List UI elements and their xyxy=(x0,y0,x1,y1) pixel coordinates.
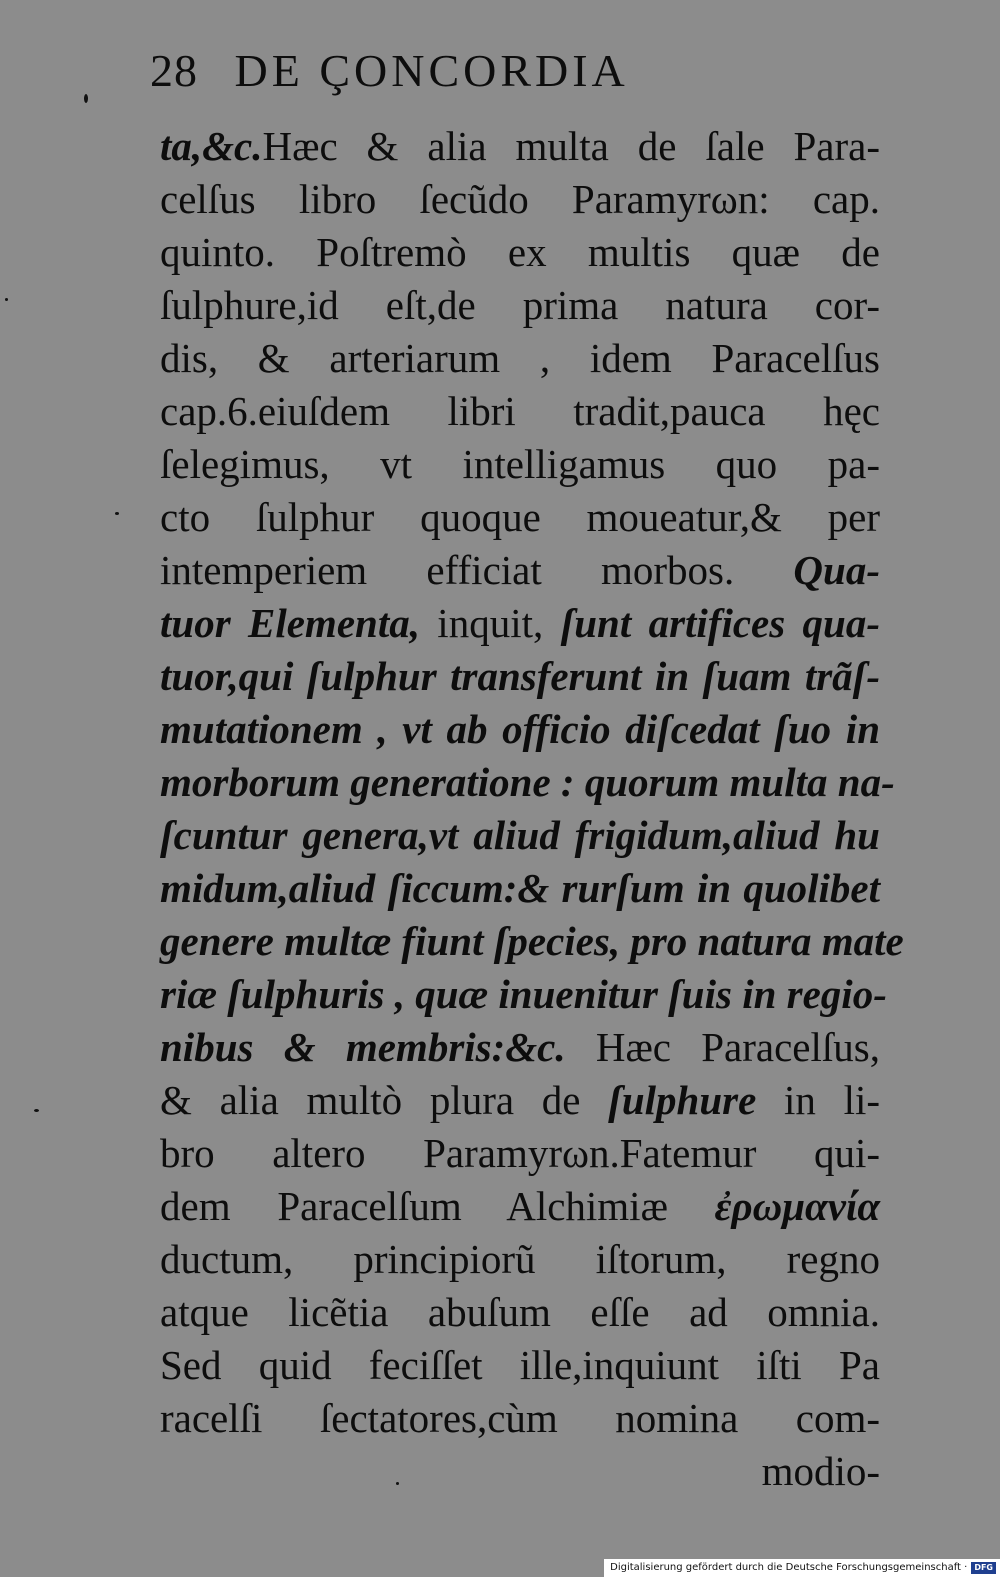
text-run: ſulphure,id eſt,de prima natura cor- xyxy=(160,282,880,328)
italic-text-run: ſunt artifices qua- xyxy=(560,600,880,646)
text-run: in li- xyxy=(756,1077,881,1123)
dfg-logo: DFG xyxy=(971,1562,996,1574)
text-run: ſelegimus, vt intelligamus quo pa- xyxy=(160,441,880,487)
text-line xyxy=(160,862,880,915)
text-line xyxy=(160,1392,880,1445)
page-number: 28 xyxy=(150,45,198,96)
text-run: celſus libro ſecũdo Paramyrωn: cap. xyxy=(160,176,880,222)
italic-text-run: midum,aliud ſiccum:& rurſum in quolibet xyxy=(160,865,880,911)
ink-speck xyxy=(396,1482,399,1485)
text-line xyxy=(160,1127,880,1180)
ink-speck xyxy=(5,298,8,301)
text-run: modio- xyxy=(761,1448,880,1494)
italic-text-run: riæ ſulphuris , quæ inuenitur ſuis in regio- xyxy=(160,971,887,1017)
text-line xyxy=(160,915,904,968)
text-run: atque licẽtia abuſum eſſe ad omnia. xyxy=(160,1289,880,1335)
italic-text-run: ſcuntur genera,vt aliud frigidum,aliud hu xyxy=(160,812,880,858)
text-line xyxy=(160,1286,880,1339)
text-run: intemperiem efficiat morbos. xyxy=(160,547,794,593)
digitization-credit-bar xyxy=(604,1559,1000,1577)
text-line xyxy=(160,1021,880,1074)
text-line xyxy=(160,332,880,385)
text-line xyxy=(160,120,880,173)
text-run: dis, & arteriarum , idem Paracelſus xyxy=(160,335,880,381)
text-line xyxy=(160,1339,880,1392)
ink-speck xyxy=(34,1109,39,1112)
text-line xyxy=(160,279,880,332)
italic-text-run: morborum generatione : quorum multa na- xyxy=(160,759,895,805)
text-run: Hæc Paracelſus, xyxy=(565,1024,880,1070)
text-run: & alia multò plura de xyxy=(160,1077,609,1123)
text-line xyxy=(160,1180,880,1233)
text-run: bro altero Paramyrωn.Fatemur qui- xyxy=(160,1130,880,1176)
text-line xyxy=(160,491,880,544)
text-line xyxy=(160,226,880,279)
text-run: Hæc & alia multa de ſale Para- xyxy=(262,123,880,169)
italic-text-run: tuor Elementa, xyxy=(160,600,420,646)
text-run: Sed quid feciſſet ille,inquiunt iſti Pa xyxy=(160,1342,880,1388)
text-line xyxy=(160,703,880,756)
italic-text-run: ta,&c. xyxy=(160,123,263,169)
page-header xyxy=(150,44,810,104)
text-line xyxy=(160,756,895,809)
italic-text-run: ſulphure xyxy=(608,1077,757,1123)
text-line xyxy=(160,1233,880,1286)
text-line xyxy=(160,1074,880,1127)
text-run: quinto. Poſtremò ex multis quæ de xyxy=(160,229,880,275)
text-line xyxy=(160,597,880,650)
italic-text-run: Qua- xyxy=(793,547,880,593)
text-line xyxy=(160,1445,880,1498)
text-line xyxy=(160,173,880,226)
ink-speck xyxy=(84,94,88,103)
italic-text-run: mutationem , vt ab officio diſcedat ſuo in xyxy=(160,706,880,752)
running-head: DE ÇONCORDIA xyxy=(234,45,629,96)
digitization-credit: Digitalisierung gefördert durch die Deutsche Forschungsgemeinschaft · xyxy=(610,1562,968,1573)
italic-text-run: ἐρωμανία xyxy=(714,1183,880,1229)
ink-speck xyxy=(115,512,119,515)
text-line xyxy=(160,544,880,597)
text-run: dem Paracelſum Alchimiæ xyxy=(160,1183,715,1229)
italic-text-run: genere multæ fiunt ſpecies, pro natura mate xyxy=(160,918,904,964)
text-run: cap.6.eiuſdem libri tradit,pauca hęc xyxy=(160,388,880,434)
text-line xyxy=(160,438,880,491)
text-line xyxy=(160,809,880,862)
text-run: ductum, principiorũ iſtorum, regno xyxy=(160,1236,880,1282)
text-run: inquit, xyxy=(419,600,561,646)
text-run: cto ſulphur quoque moueatur,& per xyxy=(160,494,880,540)
italic-text-run: tuor,qui ſulphur transferunt in ſuam trãſ- xyxy=(160,653,880,699)
text-run: racelſi ſectatores,cùm nomina com- xyxy=(160,1395,880,1441)
italic-text-run: nibus & membris:&c. xyxy=(160,1024,566,1070)
body-text xyxy=(160,120,904,1498)
text-line xyxy=(160,650,880,703)
text-line xyxy=(160,968,887,1021)
text-line xyxy=(160,385,880,438)
